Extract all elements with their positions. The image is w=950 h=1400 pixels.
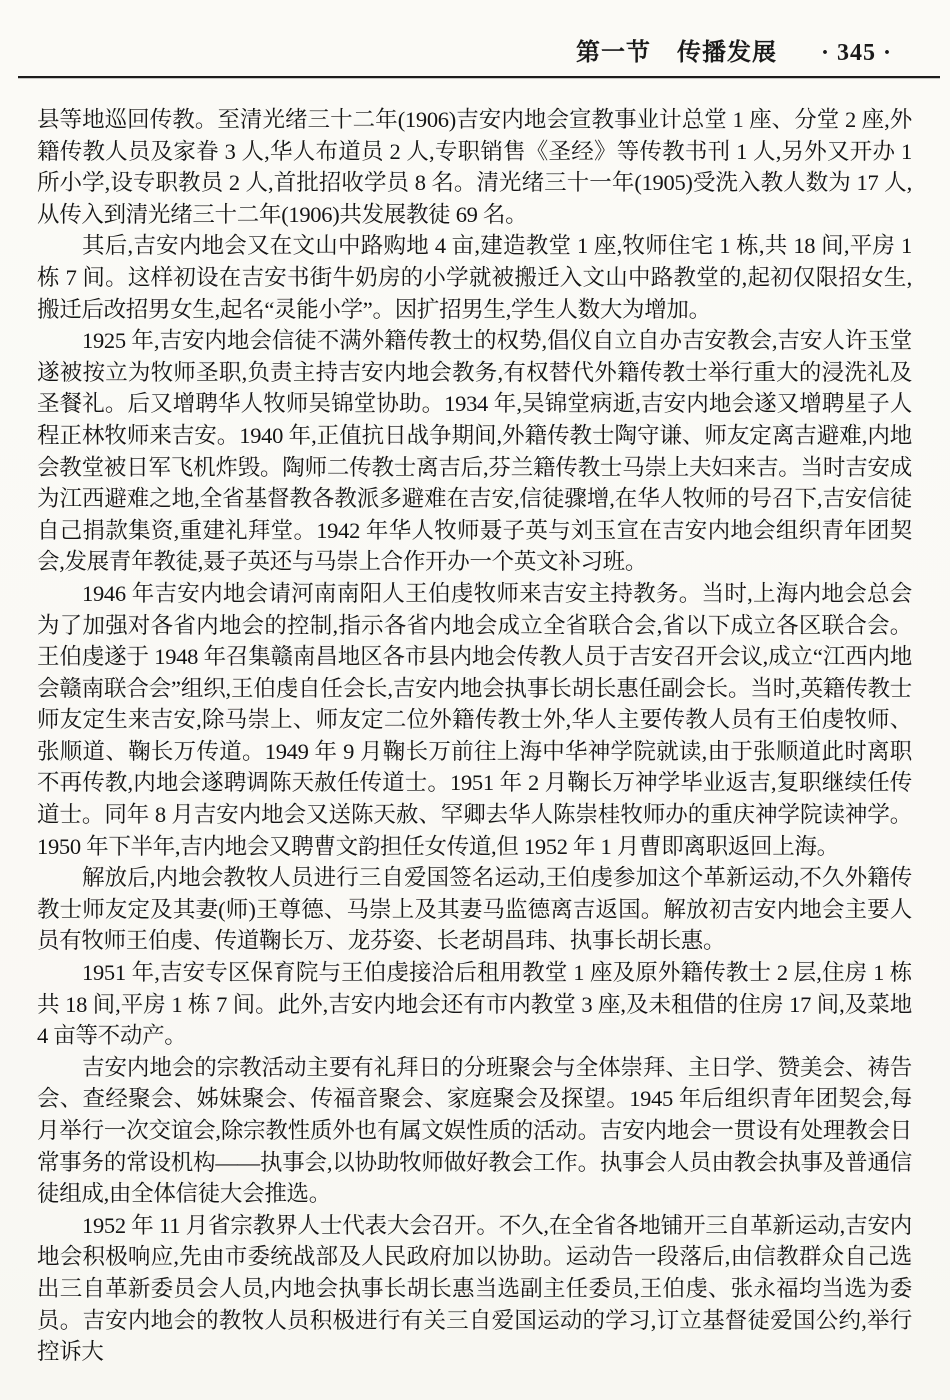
paragraph-3: 1925 年,吉安内地会信徒不满外籍传教士的权势,倡仪自立自办吉安教会,吉安人许玉堂遂被按立为牧师圣职,负责主持吉安内地会教务,有权替代外籍传教士举行重大的浸洗礼及圣餐礼。后又增聘华人牧师吴锦堂协助。1934 年,吴锦堂病逝,吉安内地会遂又增聘星子人程正林牧师来吉安。1940 年,正值抗日战争期间,外籍传教士陶守谦、师友定离吉避难,内地会教堂被日军飞机炸毁。陶师二传教士离吉后,芬兰籍传教士马崇上夫妇来吉。当时吉安成为江西避难之地,全省基督教各教派多避难在吉安,信徒骤增,在华人牧师的号召下,吉安信徒自己捐款集资,重建礼拜堂。1942 年华人牧师聂子英与刘玉宣在吉安内地会组织青年团契会,发展青年教徒,聂子英还与马崇上合作开办一个英文补习班。 bbox=[37, 328, 912, 575]
paragraph-7: 吉安内地会的宗教活动主要有礼拜日的分班聚会与全体崇拜、主日学、赞美会、祷告会、查经聚会、姊妹聚会、传福音聚会、家庭聚会及探望。1945 年后组织青年团契会,每月举行一次交谊会,除宗教性质外也有属文娱性质的活动。吉安内地会一贯设有处理教会日常事务的常设机构——执事会,以协助牧师做好教会工作。执事会人员由教会执事及普通信徒组成,由全体信徒大会推选。 bbox=[37, 1054, 912, 1207]
paragraph-5: 解放后,内地会教牧人员进行三自爱国签名运动,王伯虔参加这个革新运动,不久外籍传教士师友定及其妻(师)王尊德、马崇上及其妻马监德离吉返国。解放初吉安内地会主要人员有牧师王伯虔、传道鞠长万、龙芬姿、长老胡昌玮、执事长胡长惠。 bbox=[37, 865, 912, 954]
section-label: 第一节 bbox=[575, 40, 651, 66]
header-rule bbox=[18, 76, 940, 79]
paragraph-4: 1946 年吉安内地会请河南南阳人王伯虔牧师来吉安主持教务。当时,上海内地会总会为了加强对各省内地会的控制,指示各省内地会成立全省联合会,省以下成立各区联合会。王伯虔遂于 1948 年召集赣南昌地区各市县内地会传教人员于吉安召开会议,成立“江西内地会赣南联合会”组织,王伯虔自任会长,吉安内地会执事长胡长惠任副会长。当时,英籍传教士师友定生来吉安,除马崇上、师友定二位外籍传教士外,华人主要传教人员有王伯虔牧师、张顺道、鞠长万传道。1949 年 9 月鞠长万前往上海中华神学院就读,由于张顺道此时离职不再传教,内地会遂聘调陈天赦任传道士。1951 年 2 月鞠长万神学毕业返吉,复职继续任传道士。同年 8 月吉安内地会又送陈天赦、罕卿去华人陈崇桂牧师办的重庆神学院读神学。1950 年下半年,吉内地会又聘曹文韵担任女传道,但 1952 年 1 月曹即离职返回上海。 bbox=[37, 580, 912, 859]
paragraph-2: 其后,吉安内地会又在文山中路购地 4 亩,建造教堂 1 座,牧师住宅 1 栋,共 18 间,平房 1 栋 7 间。这样初设在吉安书街牛奶房的小学就被搬迁入文山中路教堂的,起初仅限招女生,搬迁后改招男女生,起名“灵能小学”。因扩招男生,学生人数大为增加。 bbox=[37, 233, 912, 322]
section-title: 传播发展 bbox=[676, 40, 777, 66]
page-number: · 345 · bbox=[820, 40, 892, 66]
paragraph-6: 1951 年,吉安专区保育院与王伯虔接洽后租用教堂 1 座及原外籍传教士 2 层,住房 1 栋共 18 间,平房 1 栋 7 间。此外,吉安内地会还有市内教堂 3 座,及未租借的住房 17 间,及菜地 4 亩等不动产。 bbox=[37, 960, 912, 1049]
paragraph-8: 1952 年 11 月省宗教界人士代表大会召开。不久,在全省各地铺开三自革新运动,吉安内地会积极响应,先由市委统战部及人民政府加以协助。运动告一段落后,由信教群众自己选出三自革新委员会人员,内地会执事长胡长惠当选副主任委员,王伯虔、张永福均当选为委员。吉安内地会的教牧人员积极进行有关三自爱国运动的学习,订立基督徒爱国公约,举行控诉大 bbox=[37, 1212, 912, 1365]
paragraph-1: 县等地巡回传教。至清光绪三十二年(1906)吉安内地会宣教事业计总堂 1 座、分堂 2 座,外籍传教人员及家眷 3 人,华人布道员 2 人,专职销售《圣经》等传教书刊 1 人,另外又开办 1 所小学,设专职教员 2 人,首批招收学员 8 名。清光绪三十一年(1905)受洗入教人数为 17 人,从传入到清光绪三十二年(1906)共发展教徒 69 名。 bbox=[37, 107, 912, 227]
running-header bbox=[0, 0, 950, 67]
page-body bbox=[37, 104, 912, 1368]
